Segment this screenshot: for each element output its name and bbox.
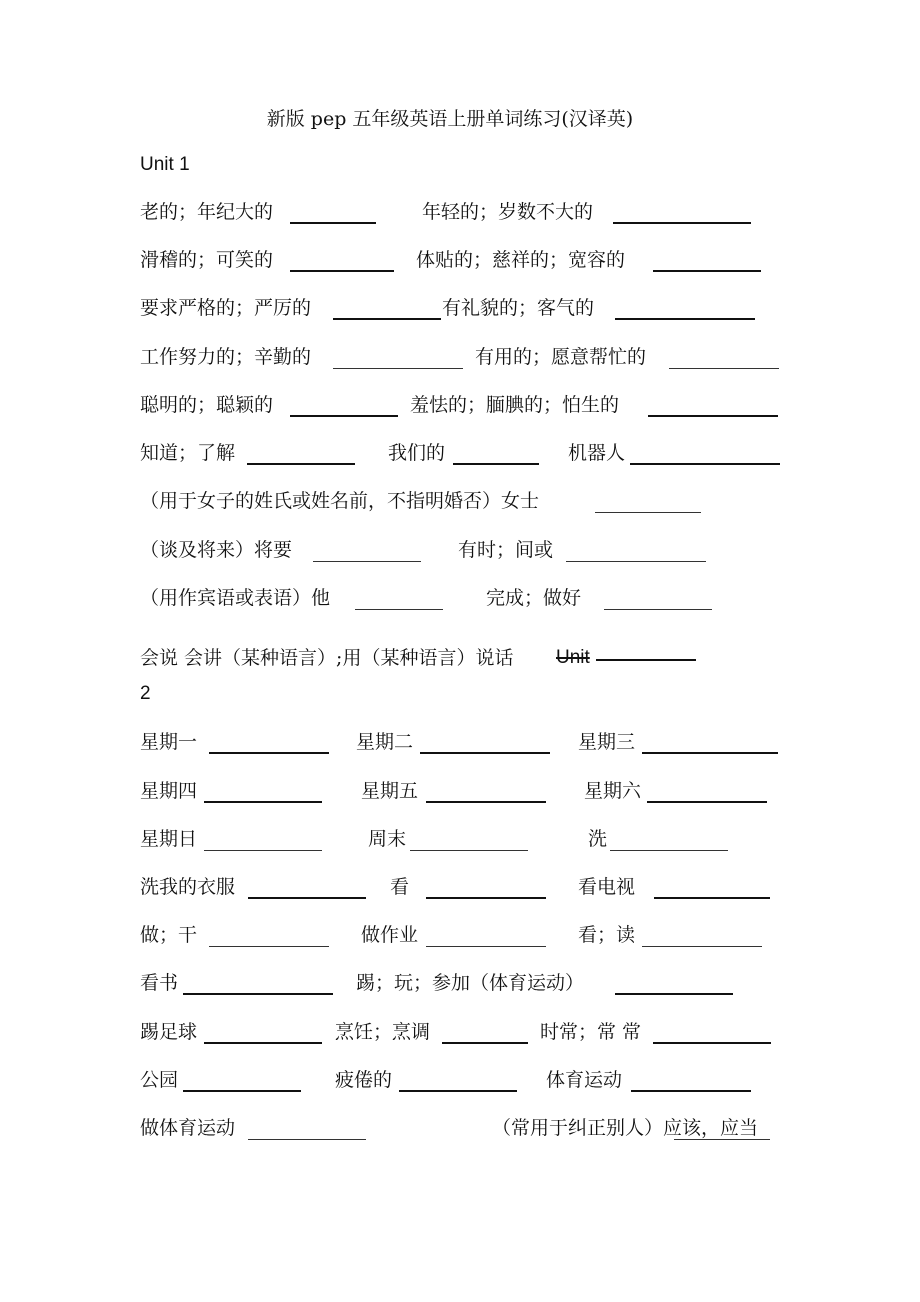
term-label: 机器人	[568, 442, 626, 464]
term-label: 星期二	[356, 731, 414, 753]
term-label: 公园	[140, 1069, 179, 1091]
term-label: （常用于纠正别人）应该，应当	[492, 1117, 759, 1139]
term-label: 羞怯的；腼腆的；怕生的	[410, 394, 620, 416]
answer-blank[interactable]	[204, 801, 322, 803]
term-label: （用于女子的姓氏或姓名前，不指明婚否）女士	[140, 490, 540, 512]
answer-blank[interactable]	[613, 222, 751, 224]
answer-blank[interactable]	[566, 561, 706, 562]
answer-blank[interactable]	[399, 1090, 517, 1092]
answer-blank[interactable]	[595, 512, 701, 513]
answer-blank[interactable]	[248, 897, 366, 899]
term-label: 星期五	[361, 780, 419, 802]
answer-blank[interactable]	[410, 850, 528, 851]
answer-blank[interactable]	[647, 801, 767, 803]
term-label: 做；干	[140, 924, 198, 946]
term-label: 看	[390, 876, 410, 898]
answer-blank[interactable]	[604, 609, 712, 610]
answer-blank[interactable]	[290, 270, 394, 272]
answer-blank[interactable]	[290, 222, 376, 224]
answer-blank[interactable]	[631, 1090, 751, 1092]
answer-blank[interactable]	[248, 1139, 366, 1140]
answer-blank[interactable]	[642, 946, 762, 947]
term-label: 完成；做好	[486, 587, 582, 609]
answer-blank[interactable]	[333, 318, 441, 320]
term-label: 会说 会讲（某种语言）;用（某种语言）说话	[140, 647, 514, 669]
answer-blank[interactable]	[426, 897, 546, 899]
answer-blank[interactable]	[290, 415, 398, 417]
term-label: 老的；年纪大的	[140, 201, 274, 223]
term-label: 看电视	[578, 876, 636, 898]
answer-blank[interactable]	[183, 1090, 301, 1092]
answer-blank[interactable]	[204, 1042, 322, 1044]
term-label: 体贴的；慈祥的；宽容的	[416, 249, 626, 271]
answer-blank[interactable]	[596, 659, 696, 661]
answer-blank[interactable]	[333, 368, 463, 369]
term-label: 体育运动	[546, 1069, 623, 1091]
unit-2-heading: Unit	[556, 647, 590, 668]
answer-blank[interactable]	[209, 946, 329, 947]
term-label: 烹饪；烹调	[335, 1021, 431, 1043]
term-label: 看书	[140, 972, 179, 994]
answer-blank[interactable]	[615, 318, 755, 320]
answer-blank[interactable]	[610, 850, 728, 851]
term-label: 洗我的衣服	[140, 876, 236, 898]
answer-blank[interactable]	[204, 850, 322, 851]
term-label: 要求严格的；严厉的	[140, 297, 312, 319]
answer-blank[interactable]	[653, 1042, 771, 1044]
answer-blank[interactable]	[183, 993, 333, 995]
term-label: （用作宾语或表语）他	[140, 587, 331, 609]
term-label: 周末	[368, 828, 407, 850]
answer-blank[interactable]	[669, 368, 779, 369]
answer-blank[interactable]	[426, 801, 546, 803]
answer-blank[interactable]	[426, 946, 546, 947]
answer-blank[interactable]	[648, 415, 778, 417]
term-label: 做体育运动	[140, 1117, 236, 1139]
term-label: （谈及将来）将要	[140, 539, 293, 561]
term-label: 做作业	[361, 924, 419, 946]
term-label: 有用的；愿意帮忙的	[475, 346, 647, 368]
answer-blank[interactable]	[420, 752, 550, 754]
term-label: 疲倦的	[335, 1069, 393, 1091]
answer-blank[interactable]	[442, 1042, 528, 1044]
term-label: 踢足球	[140, 1021, 198, 1043]
term-label: 星期六	[584, 780, 642, 802]
answer-blank[interactable]	[453, 463, 539, 465]
term-label: 星期四	[140, 780, 198, 802]
unit-2-number: 2	[140, 683, 151, 704]
answer-blank[interactable]	[355, 609, 443, 610]
answer-blank[interactable]	[313, 561, 421, 562]
answer-blank[interactable]	[209, 752, 329, 754]
term-label: 看；读	[578, 924, 636, 946]
term-label: 洗	[588, 828, 608, 850]
term-label: 踢；玩；参加（体育运动）	[356, 972, 585, 994]
answer-blank[interactable]	[615, 993, 733, 995]
page-title: 新版 pep 五年级英语上册单词练习(汉译英)	[266, 108, 634, 130]
term-label: 滑稽的；可笑的	[140, 249, 274, 271]
term-label: 时常；常 常	[540, 1021, 642, 1043]
term-label: 星期日	[140, 828, 198, 850]
term-label: 我们的	[388, 442, 446, 464]
answer-blank[interactable]	[654, 897, 770, 899]
term-label: 星期一	[140, 731, 198, 753]
unit-1-heading: Unit 1	[140, 154, 190, 175]
term-label: 星期三	[578, 731, 636, 753]
answer-blank[interactable]	[630, 463, 780, 465]
answer-blank[interactable]	[674, 1139, 770, 1140]
term-label: 聪明的；聪颖的	[140, 394, 274, 416]
answer-blank[interactable]	[653, 270, 761, 272]
term-label: 有礼貌的；客气的	[442, 297, 595, 319]
answer-blank[interactable]	[247, 463, 355, 465]
answer-blank[interactable]	[642, 752, 778, 754]
term-label: 知道；了解	[140, 442, 236, 464]
term-label: 年轻的；岁数不大的	[422, 201, 594, 223]
term-label: 有时；间或	[458, 539, 554, 561]
term-label: 工作努力的；辛勤的	[140, 346, 312, 368]
